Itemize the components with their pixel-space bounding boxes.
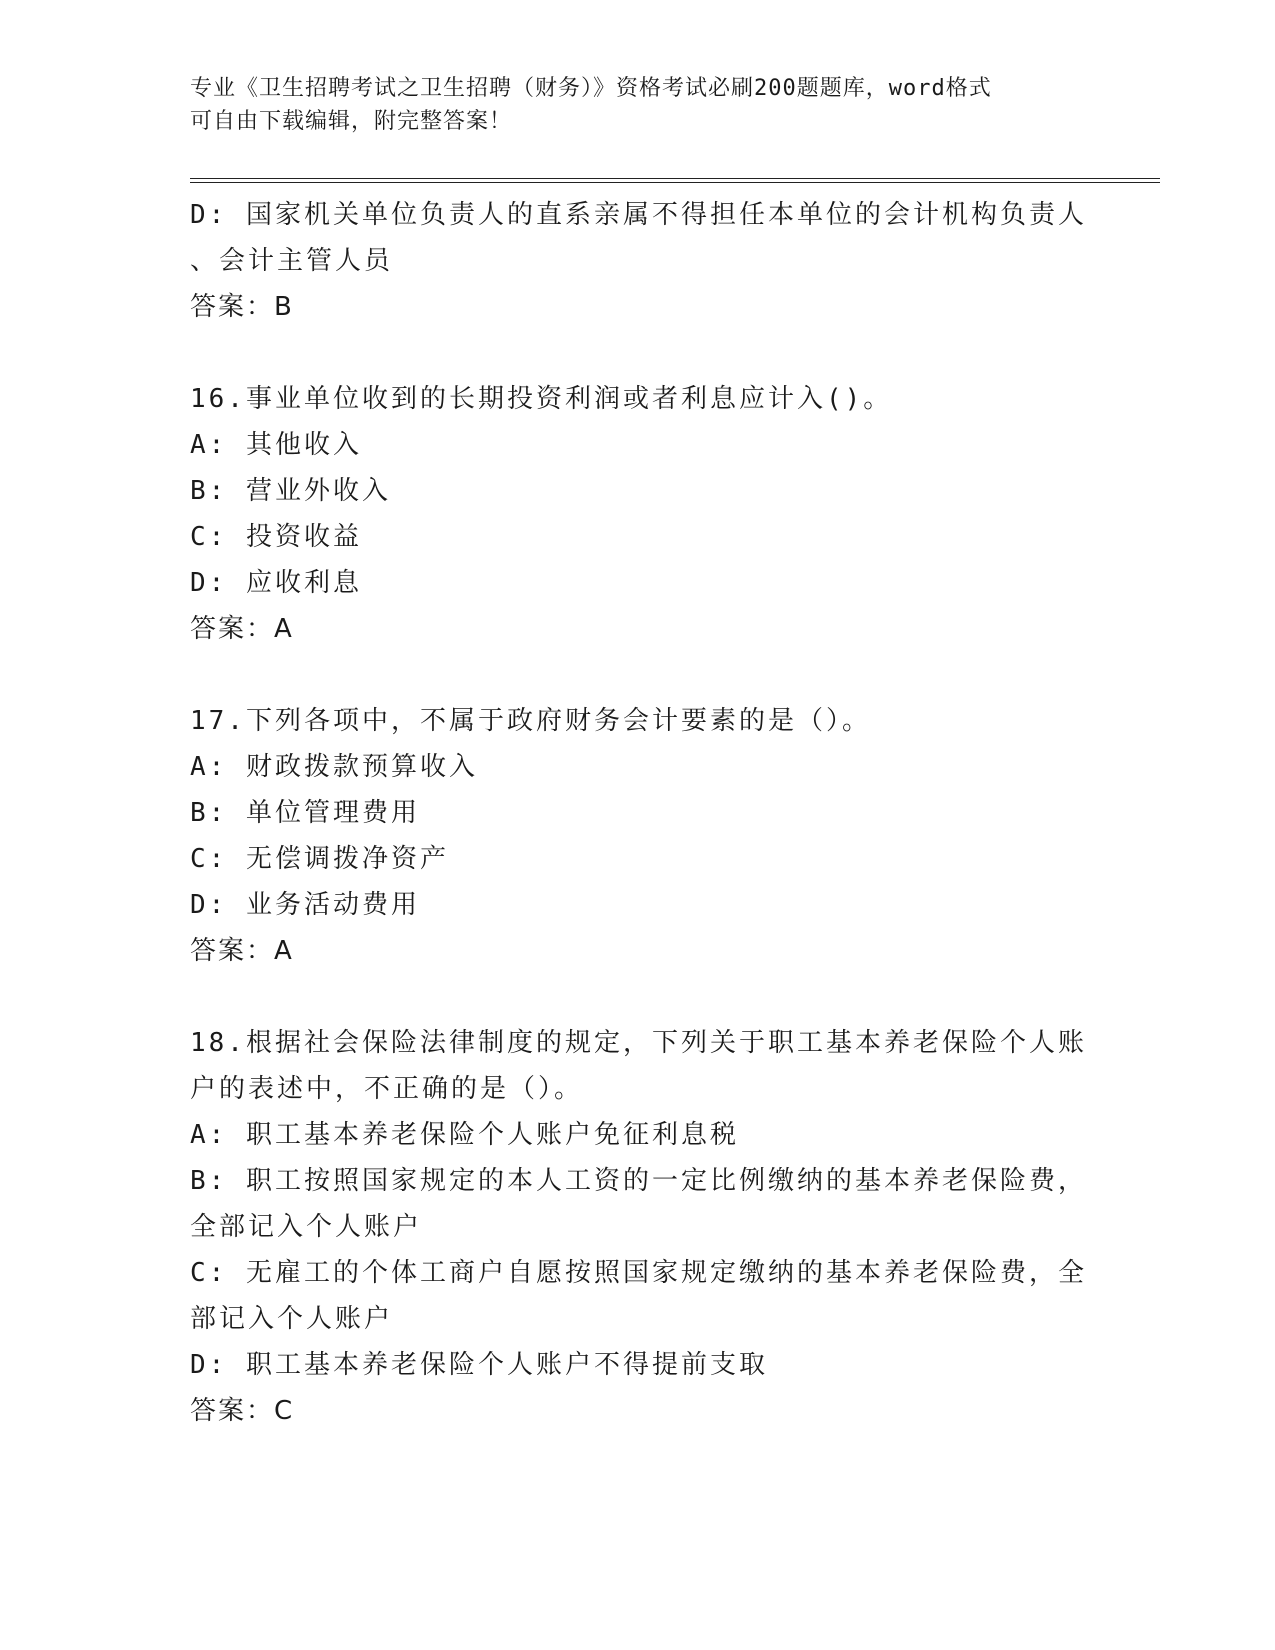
header-title-line-2: 可自由下载编辑，附完整答案！ bbox=[190, 109, 513, 134]
question-stem: 17.下列各项中，不属于政府财务会计要素的是（）。 bbox=[190, 706, 871, 736]
option-b-line-2: 全部记入个人账户 bbox=[190, 1212, 423, 1242]
question-content bbox=[190, 192, 1090, 1434]
option-d-line-1: D: 国家机关单位负责人的直系亲属不得担任本单位的会计机构负责人 bbox=[190, 200, 1087, 230]
option-d: D: 职工基本养老保险个人账户不得提前支取 bbox=[190, 1350, 768, 1380]
document-header bbox=[190, 72, 1090, 138]
option-a: A: 其他收入 bbox=[190, 430, 362, 460]
spacer bbox=[190, 974, 1090, 1020]
option-d: D: 应收利息 bbox=[190, 568, 362, 598]
question-18 bbox=[190, 1020, 1090, 1434]
option-a: A: 职工基本养老保险个人账户免征利息税 bbox=[190, 1120, 739, 1150]
option-c: C: 投资收益 bbox=[190, 522, 362, 552]
header-divider bbox=[190, 178, 1160, 183]
option-d-line-2: 、会计主管人员 bbox=[190, 246, 394, 276]
answer-line: 答案：A bbox=[190, 614, 294, 644]
question-stem-line-1: 18.根据社会保险法律制度的规定，下列关于职工基本养老保险个人账 bbox=[190, 1028, 1087, 1058]
option-b: B: 营业外收入 bbox=[190, 476, 391, 506]
option-a: A: 财政拨款预算收入 bbox=[190, 752, 478, 782]
option-c-line-2: 部记入个人账户 bbox=[190, 1304, 394, 1334]
option-d: D: 业务活动费用 bbox=[190, 890, 420, 920]
option-c: C: 无偿调拨净资产 bbox=[190, 844, 449, 874]
answer-line: 答案：B bbox=[190, 292, 294, 322]
option-b: B: 单位管理费用 bbox=[190, 798, 420, 828]
question-15-continued bbox=[190, 192, 1090, 330]
spacer bbox=[190, 330, 1090, 376]
spacer bbox=[190, 652, 1090, 698]
header-title-line-1: 专业《卫生招聘考试之卫生招聘（财务）》资格考试必刷200题题库，word格式 bbox=[190, 76, 992, 101]
answer-line: 答案：C bbox=[190, 1396, 295, 1426]
option-c-line-1: C: 无雇工的个体工商户自愿按照国家规定缴纳的基本养老保险费，全 bbox=[190, 1258, 1087, 1288]
question-stem: 16.事业单位收到的长期投资利润或者利息应计入()。 bbox=[190, 384, 893, 414]
question-stem-line-2: 户的表述中，不正确的是（）。 bbox=[190, 1074, 584, 1104]
question-16 bbox=[190, 376, 1090, 652]
option-b-line-1: B: 职工按照国家规定的本人工资的一定比例缴纳的基本养老保险费， bbox=[190, 1166, 1087, 1196]
answer-line: 答案：A bbox=[190, 936, 294, 966]
question-17 bbox=[190, 698, 1090, 974]
